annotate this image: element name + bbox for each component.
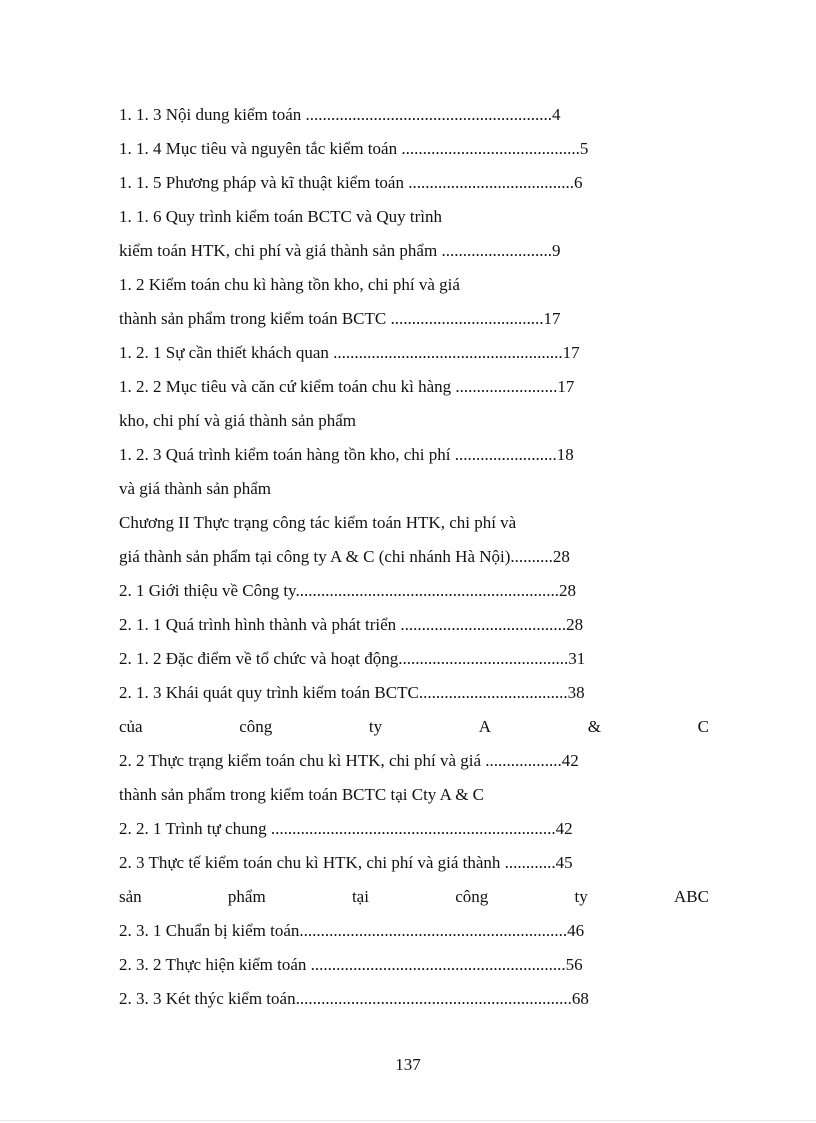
table-of-contents [119, 103, 709, 1021]
toc-word: của [119, 717, 143, 736]
toc-entry: kho, chi phí và giá thành sản phẩm [119, 411, 357, 430]
toc-entry: 2. 3. 1 Chuẩn bị kiểm toán...............................................................46 [119, 921, 585, 940]
toc-entry: 2. 1. 3 Khái quát quy trình kiểm toán BCTC...................................38 [119, 683, 585, 702]
toc-entry: 1. 1. 3 Nội dung kiểm toán ..........................................................4 [119, 105, 561, 124]
toc-word: công [455, 887, 489, 906]
toc-entry: 1. 2. 3 Quá trình kiểm toán hàng tồn kho, chi phí ........................18 [119, 445, 574, 464]
toc-word: A [478, 717, 492, 736]
toc-justified-line [119, 715, 709, 749]
toc-word: ty [574, 887, 588, 906]
toc-entry: 2. 1. 2 Đặc điểm về tổ chức và hoạt động........................................31 [119, 649, 586, 668]
page-number: 137 [395, 1055, 421, 1074]
toc-entry: và giá thành sản phẩm [119, 479, 272, 498]
toc-entry: 2. 2 Thực trạng kiểm toán chu kì HTK, chi phí và giá ..................42 [119, 751, 579, 770]
toc-entry: 2. 3 Thực tế kiểm toán chu kì HTK, chi phí và giá thành ............45 [119, 853, 573, 872]
toc-word: C [697, 717, 709, 736]
toc-entry: 2. 2. 1 Trình tự chung ...................................................................42 [119, 819, 573, 838]
toc-entry: 2. 1. 1 Quá trình hình thành và phát triển .......................................28 [119, 615, 584, 634]
toc-entry: 1. 2. 2 Mục tiêu và căn cứ kiểm toán chu kì hàng ........................17 [119, 377, 575, 396]
toc-word: ty [368, 717, 383, 736]
toc-entry: thành sản phẩm trong kiểm toán BCTC tại Cty A & C [119, 785, 485, 804]
toc-word: sản [119, 887, 142, 906]
toc-word: công [239, 717, 273, 736]
toc-entry: 1. 2 Kiểm toán chu kì hàng tồn kho, chi phí và giá [119, 275, 460, 294]
toc-justified-line [119, 885, 709, 919]
toc-entry: 1. 1. 6 Quy trình kiểm toán BCTC và Quy trình [119, 207, 442, 226]
page-bottom-edge [0, 1120, 816, 1121]
toc-entry: 1. 2. 1 Sự cần thiết khách quan ......................................................17 [119, 343, 580, 362]
toc-entry: Chương II Thực trạng công tác kiểm toán HTK, chi phí và [119, 513, 517, 532]
toc-entry: 2. 1 Giới thiệu về Công ty..............................................................28 [119, 581, 576, 600]
toc-entry: giá thành sản phẩm tại công ty A & C (chi nhánh Hà Nội)..........28 [119, 547, 570, 566]
toc-word: ABC [673, 887, 709, 906]
toc-entry: 1. 1. 4 Mục tiêu và nguyên tắc kiểm toán ..........................................5 [119, 139, 589, 158]
toc-word: phẩm [227, 887, 266, 906]
toc-word: tại [351, 887, 369, 906]
toc-word: & [587, 717, 601, 736]
toc-entry: 2. 3. 3 Két thýc kiểm toán.................................................................68 [119, 989, 589, 1008]
toc-entry: 2. 3. 2 Thực hiện kiểm toán ............................................................56 [119, 955, 583, 974]
toc-entry: thành sản phẩm trong kiểm toán BCTC ....................................17 [119, 309, 561, 328]
toc-entry: kiểm toán HTK, chi phí và giá thành sản phẩm ..........................9 [119, 241, 561, 260]
toc-entry: 1. 1. 5 Phương pháp và kĩ thuật kiểm toán .......................................6 [119, 173, 583, 192]
